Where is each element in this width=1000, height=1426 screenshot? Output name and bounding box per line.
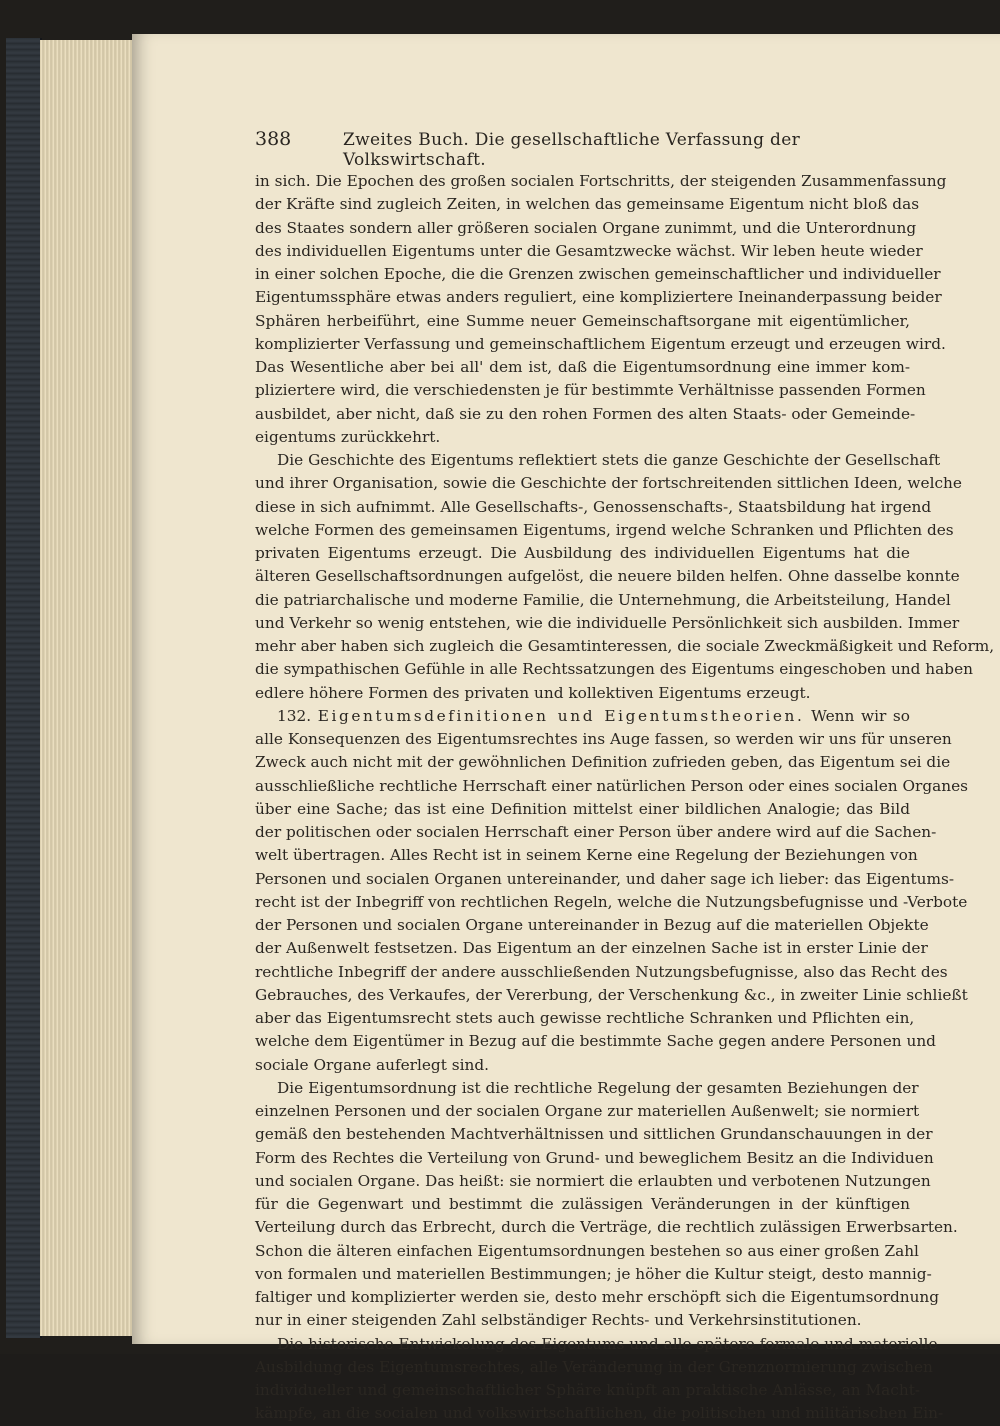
text-line: recht ist der Inbegriff von rechtlichen Regeln, welche die Nutzungsbefugnisse und -Verbote — [255, 892, 968, 911]
text-line: welche dem Eigentümer in Bezug auf die bestimmte Sache gegen andere Personen und — [255, 1032, 936, 1051]
text-line: kämpfe, an die socialen und volkswirtschaftlichen, die politischen und militärischen Ein- — [255, 1404, 944, 1423]
paragraph — [255, 170, 947, 449]
text-line: Sphären herbeiführt, eine Summe neuer Gemeinschaftsorgane mit eigentümlicher, — [255, 311, 910, 330]
text-line: und Verkehr so wenig entstehen, wie die individuelle Persönlichkeit sich ausbilden. Immer — [255, 613, 960, 632]
text-line: Die historische Entwickelung des Eigentums und alle spätere formale und materielle — [277, 1334, 938, 1353]
text-line: rechtliche Inbegriff der andere ausschließenden Nutzungsbefugnisse, also das Recht des — [255, 962, 948, 981]
text-line: faltiger und komplizierter werden sie, desto mehr erschöpft sich die Eigentumsordnung — [255, 1288, 940, 1306]
running-head: Zweites Buch. Die gesellschaftliche Verfassung der Volkswirtschaft. — [343, 130, 801, 170]
body-text — [255, 170, 995, 1426]
text-line: die patriarchalische und moderne Familie, die Unternehmung, die Arbeitsteilung, Handel — [255, 590, 951, 609]
text-line: ausbildet, aber nicht, daß sie zu den rohen Formen des alten Staats- oder Gemeinde- — [255, 404, 916, 423]
text-line: Die Eigentumsordnung ist die rechtliche Regelung der gesamten Beziehungen der — [277, 1078, 919, 1097]
text-line: mehr aber haben sich zugleich die Gesamtinteressen, die sociale Zweckmäßigkeit und Reform, — [255, 637, 995, 655]
text-line: ausschließliche rechtliche Herrschaft einer natürlichen Person oder eines socialen Organes — [255, 776, 969, 795]
text-line: für die Gegenwart und bestimmt die zulässigen Veränderungen in der künftigen — [255, 1195, 910, 1213]
text-line: Verteilung durch das Erbrecht, durch die Verträge, die rechtlich zulässigen Erwerbsarten. — [255, 1218, 958, 1237]
text-line: gemäß den bestehenden Machtverhältnissen und sittlichen Grundanschauungen in der — [255, 1125, 933, 1144]
page-header — [255, 128, 910, 170]
text-line: pliziertere wird, die verschiedensten je für bestimmte Verhältnisse passenden Formen — [255, 381, 926, 400]
text-line: aber das Eigentumsrecht stets auch gewisse rechtliche Schranken und Pflichten ein, — [255, 1009, 915, 1027]
text-line: des individuellen Eigentums unter die Gesamtzwecke wächst. Wir leben heute wieder — [255, 241, 923, 260]
paragraph — [255, 1077, 958, 1333]
text-line: individueller und gemeinschaftlicher Sphäre knüpft an praktische Anlässe, an Macht- — [255, 1381, 921, 1399]
text-line: Ausbildung des Eigentumsrechtes, alle Veränderung in der Grenznormierung zwischen — [255, 1357, 933, 1376]
text-line: diese in sich aufnimmt. Alle Gesellschafts-, Genossenschafts-, Staatsbildung hat irgend — [255, 497, 932, 516]
paragraph-section-132 — [255, 705, 969, 1077]
text-line: Zweck auch nicht mit der gewöhnlichen Definition zufrieden geben, das Eigentum sei die — [255, 753, 951, 772]
text-line: die sympathischen Gefühle in alle Rechtssatzungen des Eigentums eingeschoben und haben — [255, 660, 973, 679]
page-number: 388 — [255, 128, 292, 150]
text-line: privaten Eigentums erzeugt. Die Ausbildung des individuellen Eigentums hat die — [255, 544, 910, 562]
text-line: der Außenwelt festsetzen. Das Eigentum an der einzelnen Sache ist in erster Linie der — [255, 939, 928, 958]
book-cover-spine — [6, 38, 42, 1338]
section-heading: Eigentumsdefinitionen und Eigentumstheorien. — [317, 706, 805, 725]
text-line: und ihrer Organisation, sowie die Geschichte der fortschreitenden sittlichen Ideen, welche — [255, 474, 962, 493]
text-line: Das Wesentliche aber bei all' dem ist, daß die Eigentumsordnung eine immer kom- — [255, 358, 910, 376]
text-line: edlere höhere Formen des privaten und kollektiven Eigentums erzeugt. — [255, 683, 811, 702]
text-line: Personen und socialen Organen untereinander, und daher sage ich lieber: das Eigentums- — [255, 869, 954, 888]
text-line-rest: Wenn wir so — [811, 706, 910, 725]
text-line: der politischen oder socialen Herrschaft einer Person über andere wird auf die Sachen- — [255, 823, 937, 841]
text-line: über eine Sache; das ist eine Definition mittelst einer bildlichen Analogie; das Bild — [255, 799, 910, 818]
text-line: und socialen Organe. Das heißt: sie normiert die erlaubten und verbotenen Nutzungen — [255, 1171, 931, 1190]
text-line: komplizierter Verfassung und gemeinschaftlichem Eigentum erzeugt und erzeugen wird. — [255, 334, 946, 353]
text-line: Schon die älteren einfachen Eigentumsordnungen bestehen so aus einer großen Zahl — [255, 1241, 919, 1260]
text-line: sociale Organe auferlegt sind. — [255, 1055, 489, 1074]
text-line: welche Formen des gemeinsamen Eigentums, irgend welche Schranken und Pflichten des — [255, 520, 954, 539]
text-line: Form des Rechtes die Verteilung von Grund- und beweglichem Besitz an die Individuen — [255, 1148, 934, 1167]
text-line: welt übertragen. Alles Recht ist in seinem Kerne eine Regelung der Beziehungen von — [255, 846, 918, 865]
text-line: nur in einer steigenden Zahl selbständiger Rechts- und Verkehrsinstitutionen. — [255, 1311, 862, 1330]
text-line: Gebrauches, des Verkaufes, der Vererbung, der Verschenkung &c., in zweiter Linie schließt — [255, 985, 968, 1004]
text-line: in sich. Die Epochen des großen socialen Fortschritts, der steigenden Zusammenfassung — [255, 172, 947, 190]
text-line: eigentums zurückkehrt. — [255, 427, 441, 446]
text-line: Die Geschichte des Eigentums reflektiert stets die ganze Geschichte der Gesellschaft — [277, 451, 941, 469]
text-line: in einer solchen Epoche, die die Grenzen zwischen gemeinschaftlicher und individueller — [255, 265, 941, 283]
text-line: älteren Gesellschaftsordnungen aufgelöst, die neuere bilden helfen. Ohne dasselbe konnte — [255, 567, 960, 586]
page-edges — [40, 40, 140, 1336]
text-line: alle Konsequenzen des Eigentumsrechtes ins Auge fassen, so werden wir uns für unseren — [255, 730, 952, 748]
text-line: einzelnen Personen und der socialen Organe zur materiellen Außenwelt; sie normiert — [255, 1102, 920, 1120]
text-line — [255, 705, 910, 728]
paragraph — [255, 1333, 944, 1426]
text-line: der Kräfte sind zugleich Zeiten, in welchen das gemeinsame Eigentum nicht bloß das — [255, 195, 920, 214]
paragraph — [255, 449, 995, 705]
text-line: Eigentumssphäre etwas anders reguliert, eine kompliziertere Ineinanderpassung beider — [255, 288, 942, 307]
section-number: 132. — [277, 706, 312, 725]
text-line: der Personen und socialen Organe untereinander in Bezug auf die materiellen Objekte — [255, 916, 929, 934]
text-line: des Staates sondern aller größeren socialen Organe zunimmt, und die Unterordnung — [255, 218, 917, 237]
text-line: von formalen und materiellen Bestimmungen; je höher die Kultur steigt, desto mannig- — [255, 1264, 932, 1283]
